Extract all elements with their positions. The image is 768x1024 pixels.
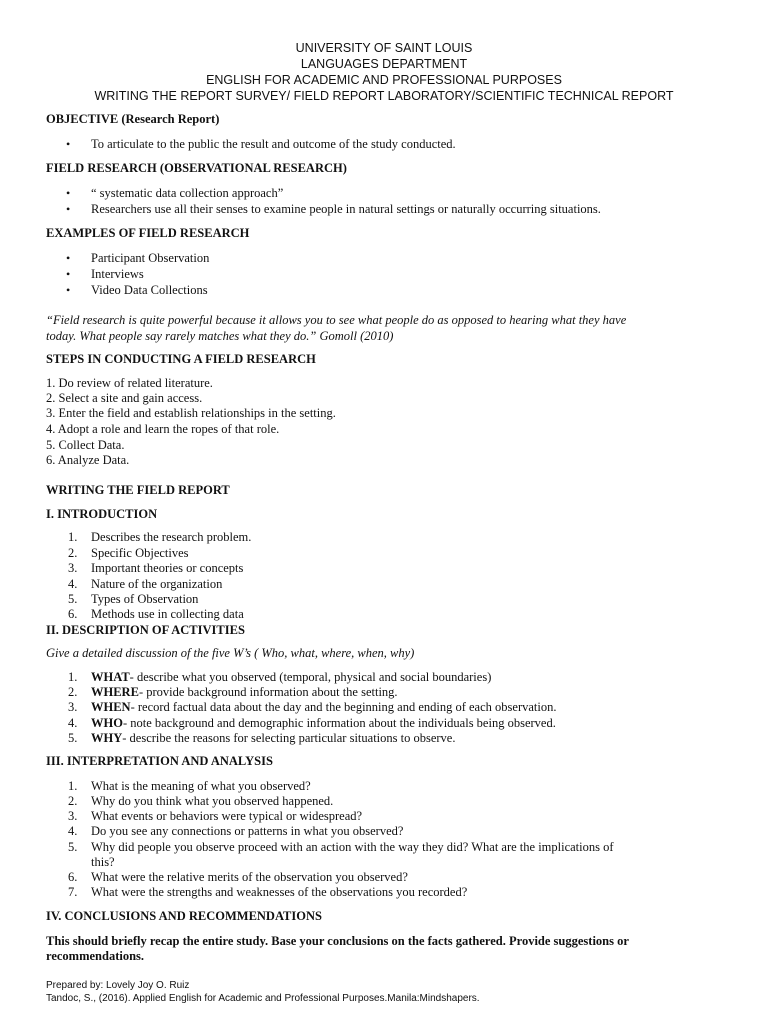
example-item: Video Data Collections [91, 283, 208, 297]
bullet-icon: • [66, 202, 71, 216]
objective-heading: OBJECTIVE (Research Report) [46, 112, 220, 126]
conclusions-text: This should briefly recap the entire study. Base your conclusions on the facts gathered. Provide suggestions or [46, 934, 629, 948]
course-title: ENGLISH FOR ACADEMIC AND PROFESSIONAL PURPOSES [206, 73, 562, 87]
introduction-item: Specific Objectives [91, 546, 189, 560]
interpretation-item: What events or behaviors were typical or widespread? [91, 809, 363, 823]
step-item: 4. Adopt a role and learn the ropes of that role. [46, 422, 280, 436]
activity-item: WHO- note background and demographic information about the individuals being observed. [91, 716, 556, 730]
writing-heading: WRITING THE FIELD REPORT [46, 483, 230, 497]
step-item: 5. Collect Data. [46, 438, 125, 452]
interpretation-item: What were the strengths and weaknesses of the observations you recorded? [91, 885, 468, 899]
conclusions-text: recommendations. [46, 949, 145, 963]
step-item: 3. Enter the field and establish relationships in the setting. [46, 406, 336, 420]
bullet-icon: • [66, 251, 71, 265]
bullet-icon: • [66, 283, 71, 297]
activity-item: WHEN- record factual data about the day and the beginning and ending of each observation. [91, 700, 557, 714]
activity-item: WHERE- provide background information about the setting. [91, 685, 398, 699]
introduction-item: Important theories or concepts [91, 561, 244, 575]
introduction-item: Methods use in collecting data [91, 607, 244, 621]
step-item: 1. Do review of related literature. [46, 376, 213, 390]
prepared-by: Prepared by: Lovely Joy O. Ruiz [46, 980, 190, 991]
example-item: Participant Observation [91, 251, 210, 265]
introduction-item: Nature of the organization [91, 577, 223, 591]
quote-line: “Field research is quite powerful because it allows you to see what people do as opposed to hearing what they have [46, 313, 627, 327]
example-item: Interviews [91, 267, 144, 281]
field-research-bullet: “ systematic data collection approach” [91, 186, 284, 200]
activity-item: WHAT- describe what you observed (temporal, physical and social boundaries) [91, 670, 492, 684]
activities-intro: Give a detailed discussion of the five W’s ( Who, what, where, when, why) [46, 646, 415, 660]
step-item: 2. Select a site and gain access. [46, 391, 203, 405]
citation: Tandoc, S., (2016). Applied English for Academic and Professional Purposes.Manila:Mindshapers. [46, 993, 480, 1004]
interpretation-item: What is the meaning of what you observed? [91, 779, 311, 793]
conclusions-heading: IV. CONCLUSIONS AND RECOMMENDATIONS [46, 909, 322, 923]
interpretation-heading: III. INTERPRETATION AND ANALYSIS [46, 754, 273, 768]
interpretation-item-continued: this? [91, 855, 115, 869]
field-research-bullet: Researchers use all their senses to examine people in natural settings or naturally occurring situations. [91, 202, 601, 216]
interpretation-item: What were the relative merits of the observation you observed? [91, 870, 408, 884]
interpretation-item: Why do you think what you observed happened. [91, 794, 334, 808]
interpretation-item: Do you see any connections or patterns in what you observed? [91, 824, 404, 838]
document-page: UNIVERSITY OF SAINT LOUIS LANGUAGES DEPARTMENT ENGLISH FOR ACADEMIC AND PROFESSIONAL PURPOSES WRITING THE REPORT SURVEY/ FIELD REPORT LABORATORY/SCIENTIFIC TECHNICAL REPORT OBJECTIVE (Research Report) • To articulate to the public the result and outcome of the study conducted. FIELD RESEARCH (OBSERVATIONAL RESEARCH) • “ systematic data collection approach” • Researchers use all their senses to examine people in natural settings or naturally occurring situations. EXAMPLES OF FIELD RESEARCH • Participant Observation • Interviews • Video Data Collections “Field research is quite powerful because it allows you to see what people do as opposed to hearing what they have today. What people say rarely matches what they do.” Gomoll (2010) STEPS IN CONDUCTING A FIELD RESEARCH 1. Do review of related literature. 2. Select a site and gain access. 3. Enter the field and establish relationships in the setting. 4. Adopt a role and learn the ropes of that role. 5. Collect Data. 6. Analyze Data. WRITING THE FIELD REPORT I. INTRODUCTION 1. Describes the research problem. 2. Specific Objectives 3. Important theories or concepts 4. Nature of the organization 5. Types of Observation 6. Methods use in collecting data II. DESCRIPTION OF ACTIVITIES Give a detailed discussion of the five W’s ( Who, what, where, when, why) 1. WHAT- describe what you observed (temporal, physical and social boundaries) 2. WHERE- provide background information about the setting. 3. WHEN- record factual data about the day and the beginning and ending of each observation. 4. WHO- note background and demographic information about the individuals being observed. 5. WHY- describe the reasons for selecting particular situations to observe. III. INTERPRETATION AND ANALYSIS 1. What is the meaning of what you observed? 2. Why do you think what you observed happened. 3. What events or behaviors were typical or widespread? 4. Do you see any connections or patterns in what you observed? 5. Why did people you observe proceed with an action with the way they did? What are the implications of this? 6. What were the relative merits of the observation you observed? 7. What were the strengths and weaknesses of the observations you recorded? IV. CONCLUSIONS AND RECOMMENDATIONS This should briefly recap the entire study. Base your conclusions on the facts gathered. Provide suggestions or recommendations. Prepared by: Lovely Joy O. Ruiz Tandoc, S., (2016). Applied English for Academic and Professional Purposes.Manila:Mindshapers. [0, 0, 768, 1024]
activity-item: WHY- describe the reasons for selecting particular situations to observe. [91, 731, 456, 745]
step-item: 6. Analyze Data. [46, 453, 130, 467]
introduction-item: Types of Observation [91, 592, 199, 606]
examples-heading: EXAMPLES OF FIELD RESEARCH [46, 226, 250, 240]
introduction-heading: I. INTRODUCTION [46, 507, 158, 521]
steps-heading: STEPS IN CONDUCTING A FIELD RESEARCH [46, 352, 316, 366]
quote-line: today. What people say rarely matches what they do.” Gomoll (2010) [46, 329, 394, 343]
introduction-item: Describes the research problem. [91, 530, 252, 544]
interpretation-item: Why did people you observe proceed with an action with the way they did? What are the implications of [91, 840, 614, 854]
bullet-icon: • [66, 267, 71, 281]
activities-heading: II. DESCRIPTION OF ACTIVITIES [46, 623, 245, 637]
department-name: LANGUAGES DEPARTMENT [300, 57, 468, 71]
objective-bullet: To articulate to the public the result and outcome of the study conducted. [91, 137, 456, 151]
field-research-heading: FIELD RESEARCH (OBSERVATIONAL RESEARCH) [46, 161, 347, 175]
university-name: UNIVERSITY OF SAINT LOUIS [295, 41, 473, 55]
bullet-icon: • [66, 137, 71, 151]
bullet-icon: • [66, 186, 71, 200]
document-title: WRITING THE REPORT SURVEY/ FIELD REPORT LABORATORY/SCIENTIFIC TECHNICAL REPORT [94, 89, 674, 103]
